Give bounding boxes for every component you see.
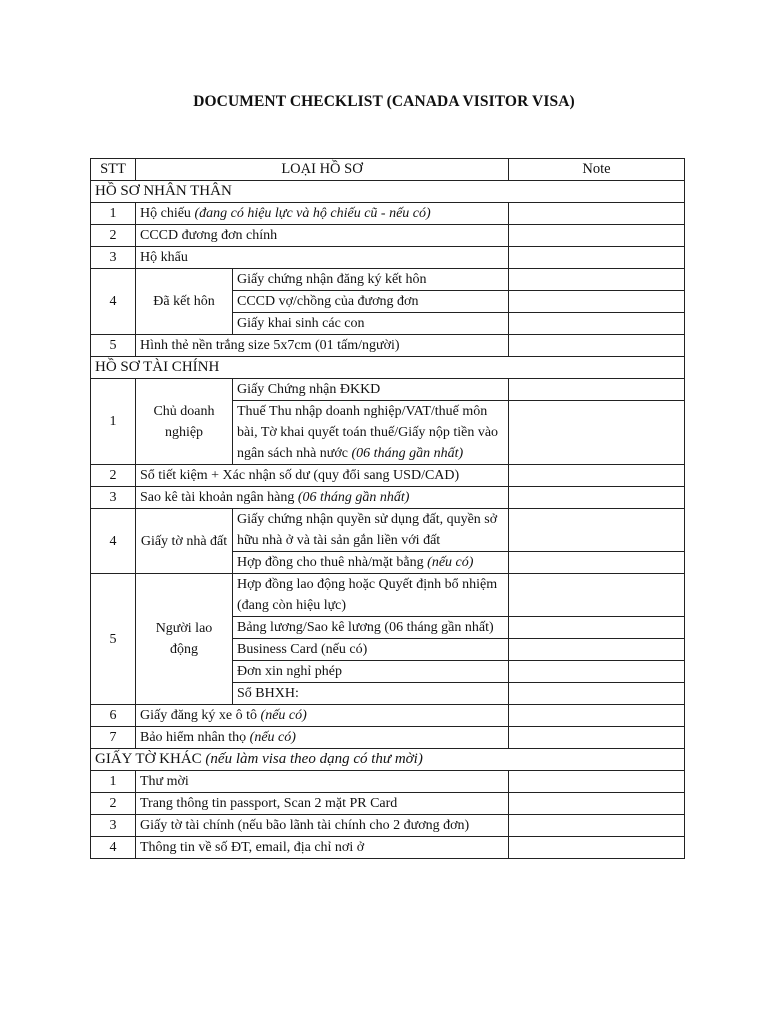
note-cell xyxy=(509,793,685,815)
header-note: Note xyxy=(509,159,685,181)
row-number: 3 xyxy=(91,815,136,837)
table-row xyxy=(91,269,685,291)
row-number: 5 xyxy=(91,335,136,357)
row-number: 2 xyxy=(91,465,136,487)
note-cell xyxy=(509,335,685,357)
note-cell xyxy=(509,617,685,639)
document-item: Hộ khẩu xyxy=(136,247,509,269)
note-cell xyxy=(509,225,685,247)
header-stt: STT xyxy=(91,159,136,181)
table-row xyxy=(91,509,685,552)
table-row xyxy=(91,837,685,859)
document-item: Giấy đăng ký xe ô tô (nếu có) xyxy=(136,705,509,727)
note-cell xyxy=(509,379,685,401)
document-item: Sao kê tài khoản ngân hàng (06 tháng gần nhất) xyxy=(136,487,509,509)
section-heading-financial: HỒ SƠ TÀI CHÍNH xyxy=(91,357,685,379)
row-number: 7 xyxy=(91,727,136,749)
header-document-type: LOẠI HỒ SƠ xyxy=(136,159,509,181)
row-number: 3 xyxy=(91,247,136,269)
row-number: 4 xyxy=(91,269,136,335)
table-header-row xyxy=(91,159,685,181)
note-cell xyxy=(509,247,685,269)
row-number: 3 xyxy=(91,487,136,509)
table-row xyxy=(91,335,685,357)
row-number: 5 xyxy=(91,574,136,705)
table-row xyxy=(91,247,685,269)
note-cell xyxy=(509,639,685,661)
document-item: Giấy chứng nhận quyền sử dụng đất, quyền sở hữu nhà ở và tài sản gắn liền với đất xyxy=(233,509,509,552)
document-item: Hình thẻ nền trắng size 5x7cm (01 tấm/người) xyxy=(136,335,509,357)
table-row xyxy=(91,225,685,247)
table-row xyxy=(91,379,685,401)
row-number: 1 xyxy=(91,203,136,225)
section-row-personal xyxy=(91,181,685,203)
note-cell xyxy=(509,313,685,335)
document-item: Hợp đồng cho thuê nhà/mặt bằng (nếu có) xyxy=(233,552,509,574)
section-row-other xyxy=(91,749,685,771)
note-cell xyxy=(509,203,685,225)
document-item: CCCD vợ/chồng của đương đơn xyxy=(233,291,509,313)
document-item: Đơn xin nghỉ phép xyxy=(233,661,509,683)
document-item: Hộ chiếu (đang có hiệu lực và hộ chiếu cũ - nếu có) xyxy=(136,203,509,225)
note-cell xyxy=(509,771,685,793)
note-cell xyxy=(509,291,685,313)
row-number: 4 xyxy=(91,509,136,574)
note-cell xyxy=(509,683,685,705)
document-item: Thư mời xyxy=(136,771,509,793)
checklist-table xyxy=(90,158,685,859)
group-label-property: Giấy tờ nhà đất xyxy=(136,509,233,574)
row-number: 4 xyxy=(91,837,136,859)
table-row xyxy=(91,815,685,837)
document-item: Hợp đồng lao động hoặc Quyết định bổ nhiệm (đang còn hiệu lực) xyxy=(233,574,509,617)
row-number: 1 xyxy=(91,379,136,465)
document-item: Giấy Chứng nhận ĐKKD xyxy=(233,379,509,401)
group-label-business-owner: Chủ doanh nghiệp xyxy=(136,379,233,465)
row-number: 2 xyxy=(91,225,136,247)
document-item: Trang thông tin passport, Scan 2 mặt PR Card xyxy=(136,793,509,815)
table-row xyxy=(91,771,685,793)
note-cell xyxy=(509,401,685,465)
note-cell xyxy=(509,661,685,683)
group-label-married: Đã kết hôn xyxy=(136,269,233,335)
section-heading-personal: HỒ SƠ NHÂN THÂN xyxy=(91,181,685,203)
table-row xyxy=(91,487,685,509)
row-number: 6 xyxy=(91,705,136,727)
note-cell xyxy=(509,727,685,749)
note-cell xyxy=(509,552,685,574)
note-cell xyxy=(509,705,685,727)
document-item: Giấy khai sinh các con xyxy=(233,313,509,335)
note-cell xyxy=(509,815,685,837)
note-cell xyxy=(509,509,685,552)
document-item: CCCD đương đơn chính xyxy=(136,225,509,247)
document-item: Sổ tiết kiệm + Xác nhận số dư (quy đổi sang USD/CAD) xyxy=(136,465,509,487)
document-title: DOCUMENT CHECKLIST (CANADA VISITOR VISA) xyxy=(193,93,575,110)
note-cell xyxy=(509,269,685,291)
section-row-financial xyxy=(91,357,685,379)
table-row xyxy=(91,793,685,815)
document-item: Business Card (nếu có) xyxy=(233,639,509,661)
document-item: Thông tin về số ĐT, email, địa chỉ nơi ở xyxy=(136,837,509,859)
row-number: 2 xyxy=(91,793,136,815)
group-label-employee: Người lao động xyxy=(136,574,233,705)
document-item: Bảo hiểm nhân thọ (nếu có) xyxy=(136,727,509,749)
section-heading-other: GIẤY TỜ KHÁC (nếu làm visa theo dạng có thư mời) xyxy=(91,749,685,771)
table-row xyxy=(91,705,685,727)
table-row xyxy=(91,574,685,617)
row-number: 1 xyxy=(91,771,136,793)
note-cell xyxy=(509,465,685,487)
document-item: Sổ BHXH: xyxy=(233,683,509,705)
document-item: Giấy chứng nhận đăng ký kết hôn xyxy=(233,269,509,291)
note-cell xyxy=(509,574,685,617)
table-row xyxy=(91,203,685,225)
note-cell xyxy=(509,837,685,859)
document-item: Thuế Thu nhập doanh nghiệp/VAT/thuế môn bài, Tờ khai quyết toán thuế/Giấy nộp tiền vào ngân sách nhà nước (06 tháng gần nhất) xyxy=(233,401,509,465)
table-row xyxy=(91,465,685,487)
document-item: Bảng lương/Sao kê lương (06 tháng gần nhất) xyxy=(233,617,509,639)
note-cell xyxy=(509,487,685,509)
table-row xyxy=(91,727,685,749)
document-item: Giấy tờ tài chính (nếu bão lãnh tài chính cho 2 đương đơn) xyxy=(136,815,509,837)
